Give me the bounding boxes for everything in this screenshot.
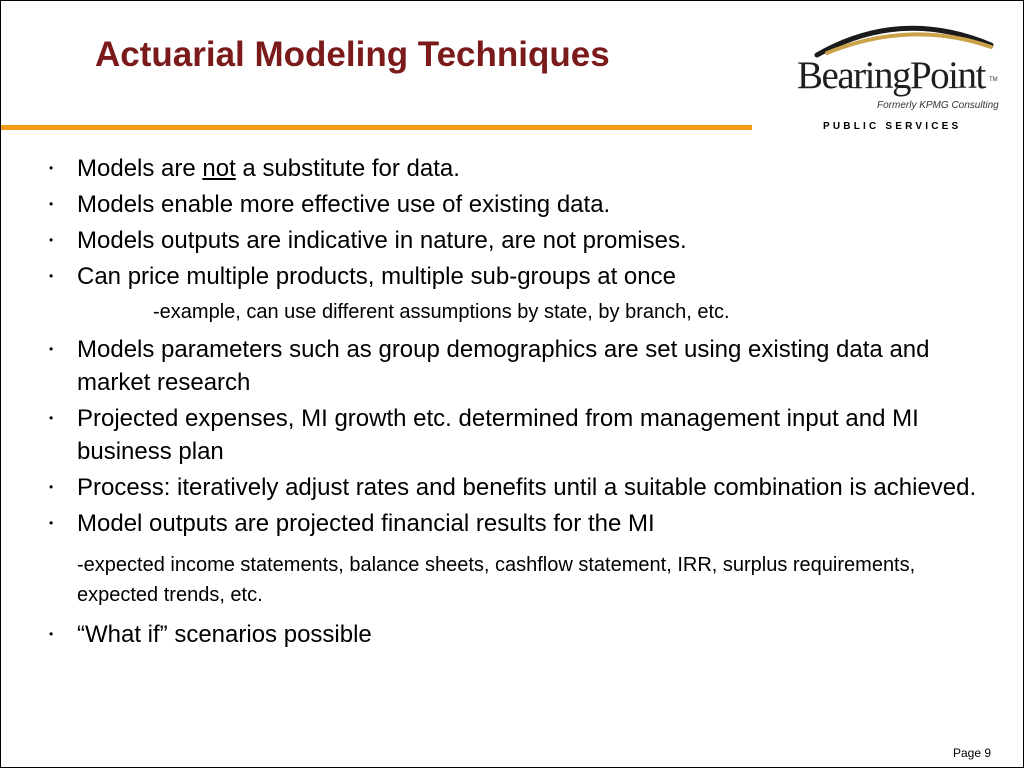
slide-title: Actuarial Modeling Techniques: [95, 35, 610, 74]
bullet-marker: •: [49, 269, 54, 283]
bullet-text: Projected expenses, MI growth etc. determined from management input and MI business plan: [77, 405, 919, 465]
bullet-text-underlined: not: [202, 155, 236, 182]
bullet-item: [47, 188, 987, 221]
bullet-marker: •: [49, 197, 54, 211]
sub-bullet-text: -example, can use different assumptions by state, by branch, etc.: [153, 301, 730, 323]
bullet-list: [47, 152, 987, 654]
page-number: Page 9: [953, 746, 992, 760]
bullet-marker: •: [49, 411, 54, 425]
bullet-item: [47, 260, 987, 293]
bullet-text-pre: Models are: [77, 155, 203, 182]
bullet-marker: •: [49, 516, 54, 530]
bullet-text: Can price multiple products, multiple sub-groups at once: [77, 263, 676, 290]
bullet-text: “What if” scenarios possible: [77, 621, 372, 648]
bullet-text-post: a substitute for data.: [235, 155, 460, 182]
title-divider: [1, 125, 752, 130]
bullet-item: [47, 224, 987, 257]
bullet-marker: •: [49, 233, 54, 247]
logo-tagline: Formerly KPMG Consulting: [877, 100, 999, 111]
bullet-text: Model outputs are projected financial results for the MI: [77, 510, 655, 537]
bullet-item: [47, 471, 987, 504]
bullet-text: Models outputs are indicative in nature, are not promises.: [77, 227, 687, 254]
bullet-item: [47, 507, 987, 540]
bullet-marker: •: [49, 161, 54, 175]
bullet-item: [47, 618, 987, 651]
bullet-item: [47, 402, 987, 468]
bullet-text: Models parameters such as group demographics are set using existing data and market research: [77, 336, 930, 396]
bullet-marker: •: [49, 480, 54, 494]
bullet-marker: •: [49, 342, 54, 356]
bullet-item: [47, 152, 987, 185]
bullet-item: [47, 333, 987, 399]
division-label: PUBLIC SERVICES: [823, 121, 962, 132]
bearingpoint-logo: [791, 19, 1001, 115]
logo-trademark: TM: [989, 77, 998, 83]
sub-bullet-text: -expected income statements, balance sheets, cashflow statement, IRR, surplus requirements, expected trends, etc.: [77, 554, 916, 606]
logo-wordmark: BearingPoint: [797, 54, 985, 97]
bullet-text: Models enable more effective use of existing data.: [77, 191, 611, 218]
bullet-text: Process: iteratively adjust rates and benefits until a suitable combination is achieved.: [77, 474, 977, 501]
bullet-marker: •: [49, 627, 54, 641]
